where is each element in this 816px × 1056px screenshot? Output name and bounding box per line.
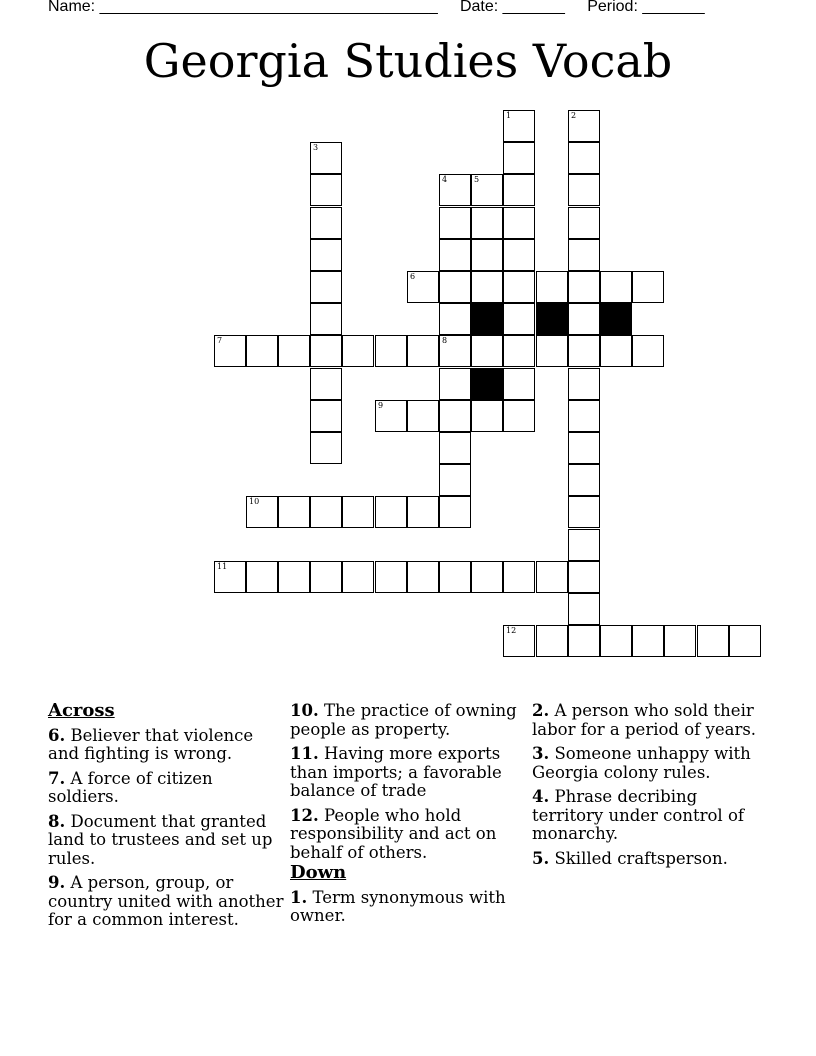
crossword-cell[interactable] xyxy=(471,400,503,432)
clue-number: 3 xyxy=(313,143,319,152)
name-label: Name: xyxy=(48,0,96,15)
crossword-cell[interactable] xyxy=(375,496,407,528)
crossword-cell[interactable] xyxy=(310,335,342,367)
crossword-cell[interactable] xyxy=(310,400,342,432)
clue-down-3: 3. Someone unhappy with Georgia colony rules. xyxy=(532,744,751,782)
clue-across-12: 12. People who hold responsibility and act on behalf of others. xyxy=(290,805,497,862)
page-title: Georgia Studies Vocab xyxy=(143,34,673,88)
clue-across-9: 9. A person, group, or country united with another for a common interest. xyxy=(48,873,284,929)
clue-column-1 xyxy=(48,702,288,936)
crossword-cell[interactable] xyxy=(568,303,600,335)
crossword-cell[interactable] xyxy=(568,174,600,206)
black-cell xyxy=(536,303,568,335)
crossword-cell[interactable] xyxy=(503,303,535,335)
crossword-cell[interactable] xyxy=(375,561,407,593)
crossword-cell[interactable] xyxy=(471,335,503,367)
crossword-cell[interactable] xyxy=(568,110,600,142)
period-label: Period: xyxy=(587,0,638,15)
crossword-cell[interactable] xyxy=(568,432,600,464)
clue-number: 11 xyxy=(217,562,228,571)
crossword-cell[interactable] xyxy=(439,335,471,367)
crossword-cell[interactable] xyxy=(439,239,471,271)
crossword-cell[interactable] xyxy=(536,271,568,303)
clue-number: 10 xyxy=(249,497,260,506)
crossword-cell[interactable] xyxy=(697,625,729,657)
crossword-cell[interactable] xyxy=(568,142,600,174)
crossword-cell[interactable] xyxy=(568,529,600,561)
crossword-cell[interactable] xyxy=(278,335,310,367)
crossword-cell[interactable] xyxy=(310,368,342,400)
crossword-cell[interactable] xyxy=(568,335,600,367)
clue-across-8: 8. Document that granted land to trustees and set up rules. xyxy=(48,811,273,868)
crossword-cell[interactable] xyxy=(439,561,471,593)
crossword-cell[interactable] xyxy=(375,335,407,367)
crossword-cell[interactable] xyxy=(471,239,503,271)
clue-number: 1 xyxy=(506,111,512,120)
crossword-cell[interactable] xyxy=(407,335,439,367)
crossword-cell[interactable] xyxy=(568,239,600,271)
crossword-cell[interactable] xyxy=(439,271,471,303)
date-field[interactable]: _______ xyxy=(502,0,565,15)
crossword-cell[interactable] xyxy=(503,368,535,400)
crossword-cell[interactable] xyxy=(568,561,600,593)
crossword-cell[interactable] xyxy=(310,432,342,464)
crossword-cell[interactable] xyxy=(632,271,664,303)
crossword-cell[interactable] xyxy=(439,432,471,464)
crossword-cell[interactable] xyxy=(310,239,342,271)
crossword-cell[interactable] xyxy=(407,400,439,432)
crossword-cell[interactable] xyxy=(439,496,471,528)
crossword-cell[interactable] xyxy=(407,271,439,303)
crossword-cell[interactable] xyxy=(729,625,761,657)
clue-down-5: 5. Skilled craftsperson. xyxy=(532,848,728,868)
crossword-cell[interactable] xyxy=(503,400,535,432)
crossword-cell[interactable] xyxy=(310,271,342,303)
crossword-cell[interactable] xyxy=(342,561,374,593)
crossword-cell[interactable] xyxy=(536,335,568,367)
crossword-cell[interactable] xyxy=(246,561,278,593)
across-heading: Across xyxy=(48,700,115,721)
crossword-cell[interactable] xyxy=(664,625,696,657)
crossword-cell[interactable] xyxy=(600,625,632,657)
crossword-cell[interactable] xyxy=(214,561,246,593)
clue-column-3 xyxy=(532,702,772,874)
crossword-cell[interactable] xyxy=(439,400,471,432)
crossword-cell[interactable] xyxy=(342,496,374,528)
clue-number: 8 xyxy=(442,336,448,345)
crossword-cell[interactable] xyxy=(568,593,600,625)
crossword-cell[interactable] xyxy=(600,271,632,303)
crossword-cell[interactable] xyxy=(310,207,342,239)
clue-number: 4 xyxy=(442,175,448,184)
clue-across-6: 6. Believer that violence and fighting is wrong. xyxy=(48,725,254,763)
crossword-cell[interactable] xyxy=(503,207,535,239)
crossword-cell[interactable] xyxy=(471,174,503,206)
clue-number: 6 xyxy=(410,272,416,281)
crossword-cell[interactable] xyxy=(375,400,407,432)
crossword-cell[interactable] xyxy=(310,174,342,206)
crossword-cell[interactable] xyxy=(407,496,439,528)
clue-down-1: 1. Term synonymous with owner. xyxy=(290,887,506,925)
crossword-cell[interactable] xyxy=(503,174,535,206)
black-cell xyxy=(471,303,503,335)
crossword-cell[interactable] xyxy=(503,142,535,174)
clue-number: 5 xyxy=(474,175,480,184)
crossword-cell[interactable] xyxy=(568,400,600,432)
crossword-cell[interactable] xyxy=(568,625,600,657)
crossword-cell[interactable] xyxy=(568,496,600,528)
clue-across-10: 10. The practice of owning people as property. xyxy=(290,701,517,739)
black-cell xyxy=(600,303,632,335)
clue-across-11: 11. Having more exports than imports; a favorable balance of trade xyxy=(290,744,502,800)
crossword-cell[interactable] xyxy=(310,142,342,174)
crossword-cell[interactable] xyxy=(503,239,535,271)
clue-down-4: 4. Phrase decribing territory under control of monarchy. xyxy=(532,787,744,843)
crossword-cell[interactable] xyxy=(632,625,664,657)
clue-number: 12 xyxy=(506,626,517,635)
crossword-cell[interactable] xyxy=(439,464,471,496)
date-label: Date: xyxy=(459,0,499,15)
crossword-cell[interactable] xyxy=(503,110,535,142)
crossword-cell[interactable] xyxy=(568,464,600,496)
crossword-cell[interactable] xyxy=(471,207,503,239)
crossword-cell[interactable] xyxy=(536,625,568,657)
crossword-cell[interactable] xyxy=(214,335,246,367)
clue-column-2 xyxy=(290,702,530,932)
crossword-cell[interactable] xyxy=(568,207,600,239)
crossword-cell[interactable] xyxy=(342,335,374,367)
clue-down-2: 2. A person who sold their labor for a period of years. xyxy=(532,701,757,739)
black-cell xyxy=(471,368,503,400)
crossword-cell[interactable] xyxy=(439,303,471,335)
crossword-cell[interactable] xyxy=(407,561,439,593)
crossword-cell[interactable] xyxy=(568,271,600,303)
clue-across-7: 7. A force of citizen soldiers. xyxy=(48,768,213,806)
crossword-cell[interactable] xyxy=(278,496,310,528)
crossword-cell[interactable] xyxy=(439,368,471,400)
crossword-cell[interactable] xyxy=(246,496,278,528)
crossword-cell[interactable] xyxy=(503,625,535,657)
crossword-cell[interactable] xyxy=(600,335,632,367)
crossword-cell[interactable] xyxy=(471,271,503,303)
down-heading: Down xyxy=(290,862,347,883)
period-field[interactable]: _______ xyxy=(642,0,705,15)
crossword-cell[interactable] xyxy=(310,303,342,335)
crossword-cell[interactable] xyxy=(246,335,278,367)
crossword-cell[interactable] xyxy=(278,561,310,593)
crossword-cell[interactable] xyxy=(503,271,535,303)
name-field[interactable]: ______________________________________ xyxy=(99,0,438,15)
clue-number: 2 xyxy=(571,111,577,120)
clue-number: 9 xyxy=(378,401,384,410)
crossword-cell[interactable] xyxy=(439,207,471,239)
crossword-cell[interactable] xyxy=(568,368,600,400)
crossword-cell[interactable] xyxy=(310,496,342,528)
crossword-cell[interactable] xyxy=(503,335,535,367)
crossword-cell[interactable] xyxy=(632,335,664,367)
crossword-cell[interactable] xyxy=(310,561,342,593)
crossword-cell[interactable] xyxy=(471,561,503,593)
crossword-cell[interactable] xyxy=(439,174,471,206)
clue-number: 7 xyxy=(217,336,223,345)
crossword-cell[interactable] xyxy=(536,561,568,593)
crossword-cell[interactable] xyxy=(503,561,535,593)
